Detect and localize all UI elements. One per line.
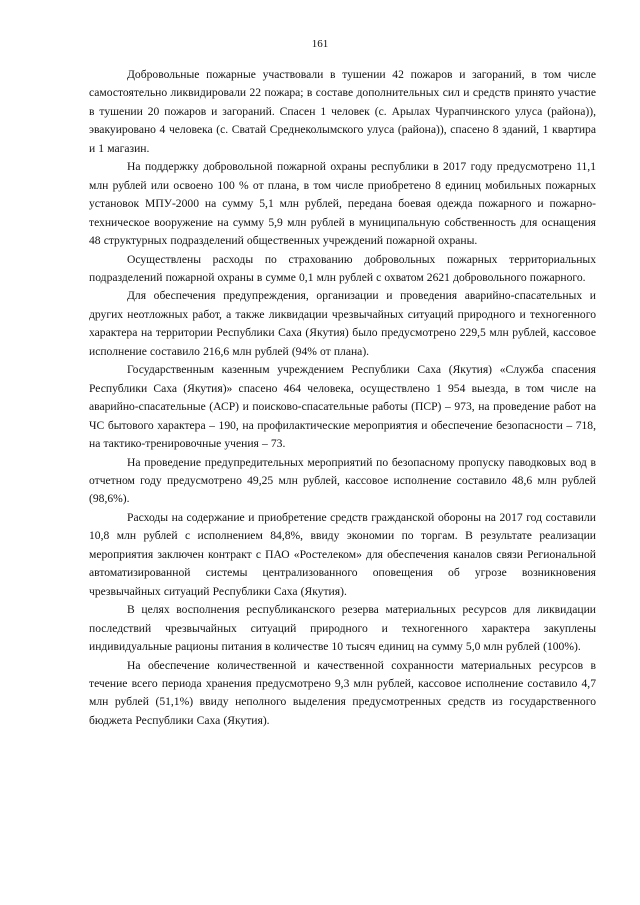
- page-body: [89, 66, 596, 730]
- page-number: 161: [311, 38, 329, 50]
- paragraph-storage-safety: На обеспечение количественной и качественной сохранности материальных ресурсов в течение всего периода хранения предусмотрено 9,3 млн рублей, кассовое исполнение составило 4,7 млн рублей (51,1%) ввиду неполного выделения предусмотренных средств из государственного бюджета Республики Саха (Якутия).: [89, 658, 596, 727]
- paragraph-emergency-prevention: Для обеспечения предупреждения, организации и проведения аварийно-спасательных и других неотложных работ, а также ликвидации чрезвычайных ситуаций природного и техногенного характера на территории Республики Саха (Якутия) было предусмотрено 229,5 млн рублей, кассовое исполнение составило 216,6 млн рублей (94% от плана).: [89, 289, 596, 358]
- paragraph-material-reserve: В целях восполнения республиканского резерва материальных ресурсов для ликвидации последствий чрезвычайных ситуаций природного и техногенного характера закуплены индивидуальные рационы питания в количестве 10 тысяч единиц на сумму 5,0 млн рублей (100%).: [89, 603, 596, 654]
- paragraph-volunteer-firefighters: Добровольные пожарные участвовали в тушении 42 пожаров и загораний, в том числе самостоятельно ликвидировали 22 пожара; в составе дополнительных сил и средств принято участие в тушении 20 пожаров и загораний. Спасен 1 человек (с. Арылах Чурапчинского улуса (района)), эвакуировано 4 человека (с. Сватай Среднеколымского улуса (района)), спасено 8 зданий, 1 квартира и 1 магазин.: [89, 68, 596, 155]
- paragraph-insurance-expenses: Осуществлены расходы по страхованию добровольных пожарных территориальных подразделений пожарной охраны в сумме 0,1 млн рублей с охватом 2621 добровольного пожарного.: [89, 252, 596, 284]
- paragraph-flood-measures: На проведение предупредительных мероприятий по безопасному пропуску паводковых вод в отчетном году предусмотрено 49,25 млн рублей, кассовое исполнение составило 48,6 млн рублей (98,6%).: [89, 455, 596, 506]
- paragraph-civil-defense: Расходы на содержание и приобретение средств гражданской обороны на 2017 год составили 10,8 млн рублей с исполнением 84,8%, ввиду экономии по торгам. В результате реализации мероприятия заключен контракт с ПАО «Ростелеком» для обеспечения каналов связи Региональной автоматизированной системы централизованного оповещения об угрозе возникновения чрезвычайных ситуаций Республики Саха (Якутия).: [89, 510, 596, 598]
- paragraph-fire-protection-funding: На поддержку добровольной пожарной охраны республики в 2017 году предусмотрено 11,1 млн рублей или освоено 100 % от плана, в том числе приобретено 8 единиц мобильных пожарных установок МПУ-2000 на сумму 5,1 млн рублей, передана боевая одежда пожарного и пожарно-техническое вооружение на сумму 5,9 млн рублей в муниципальную собственность для оснащения 48 структурных подразделений общественных учреждений пожарной охраны.: [89, 160, 596, 248]
- paragraph-rescue-service: Государственным казенным учреждением Республики Саха (Якутия) «Служба спасения Республики Саха (Якутия)» спасено 464 человека, осуществлено 1 954 выезда, в том числе на аварийно-спасательные (АСР) и поисково-спасательные работы (ПСР) – 973, на проведение работ на ЧС бытового характера – 190, на профилактические мероприятия и обеспечение безопасности – 718, на тактико-тренировочные учения – 73.: [89, 363, 596, 451]
